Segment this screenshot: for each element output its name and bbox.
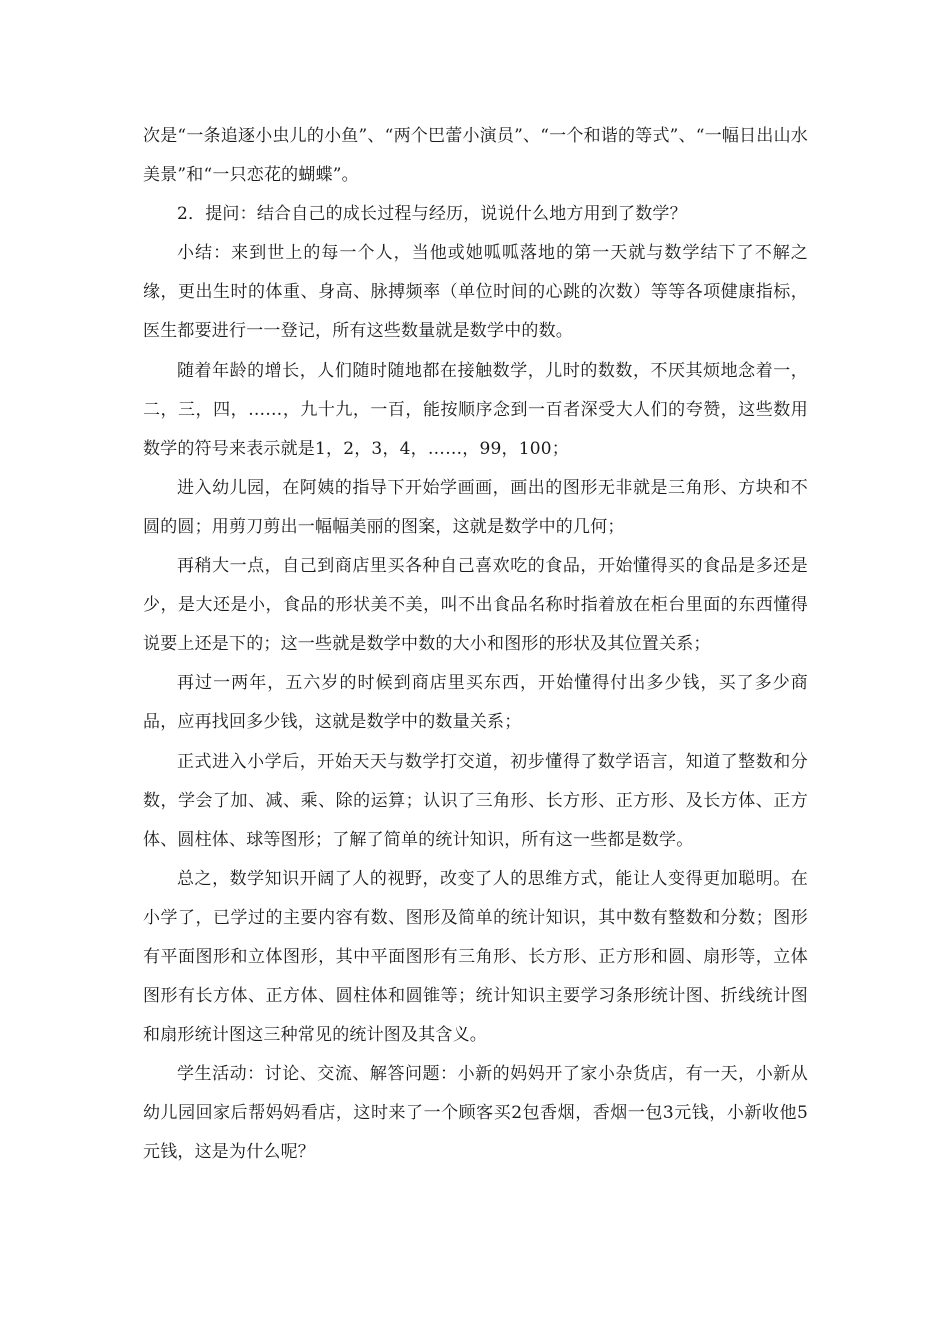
paragraph-counting: 随着年龄的增长，人们随时随地都在接触数学，儿时的数数，不厌其烦地念着一，二，三，四，……，九十九，一百，能按顺序念到一百者深受大人们的夸赞，这些数用数学的符号来表示就是1，2，3，4，……，99，100；	[143, 360, 808, 459]
paragraph-money: 再过一两年，五六岁的时候到商店里买东西，开始懂得付出多少钱，买了多少商品，应再找回多少钱，这就是数学中的数量关系；	[143, 673, 808, 733]
paragraph-kindergarten: 进入幼儿园，在阿姨的指导下开始学画画，画出的图形无非就是三角形、方块和不圆的圆；用剪刀剪出一幅幅美丽的图案，这就是数学中的几何；	[143, 477, 808, 537]
paragraph-question: 2．提问：结合自己的成长过程与经历，说说什么地方用到了数学？	[177, 204, 687, 225]
paragraph-student-activity: 学生活动：讨论、交流、解答问题：小新的妈妈开了家小杂货店，有一天，小新从幼儿园回家后帮妈妈看店，这时来了一个顾客买2包香烟，香烟一包3元钱，小新收他5元钱，这是为什么呢？	[143, 1064, 808, 1163]
document-body	[143, 117, 808, 1173]
paragraph-primary-school: 正式进入小学后，开始天天与数学打交道，初步懂得了数学语言，知道了整数和分数，学会了加、减、乘、除的运算；认识了三角形、长方形、正方形、及长方体、正方体、圆柱体、球等图形；了解了简单的统计知识，所有这一些都是数学。	[143, 751, 808, 850]
paragraph-shopping: 再稍大一点，自己到商店里买各种自己喜欢吃的食品，开始懂得买的食品是多还是少，是大还是小，食品的形状美不美，叫不出食品名称时指着放在柜台里面的东西懂得说要上还是下的；这一些就是数学中数的大小和图形的形状及其位置关系；	[143, 556, 808, 655]
paragraph-continuation: 次是“一条追逐小虫儿的小鱼”、“两个巴蕾小演员”、“一个和谐的等式”、“一幅日出山水美景”和“一只恋花的蝴蝶”。	[143, 126, 808, 186]
paragraph-summary: 小结：来到世上的每一个人，当他或她呱呱落地的第一天就与数学结下了不解之缘，更出生时的体重、身高、脉搏频率（单位时间的心跳的次数）等等各项健康指标，医生都要进行一一登记，所有这些数量就是数学中的数。	[143, 243, 808, 342]
paragraph-conclusion: 总之，数学知识开阔了人的视野，改变了人的思维方式，能让人变得更加聪明。在小学了，已学过的主要内容有数、图形及简单的统计知识，其中数有整数和分数；图形有平面图形和立体图形，其中平面图形有三角形、长方形、正方形和圆、扇形等，立体图形有长方体、正方体、圆柱体和圆锥等；统计知识主要学习条形统计图、折线统计图和扇形统计图这三种常见的统计图及其含义。	[143, 868, 808, 1046]
